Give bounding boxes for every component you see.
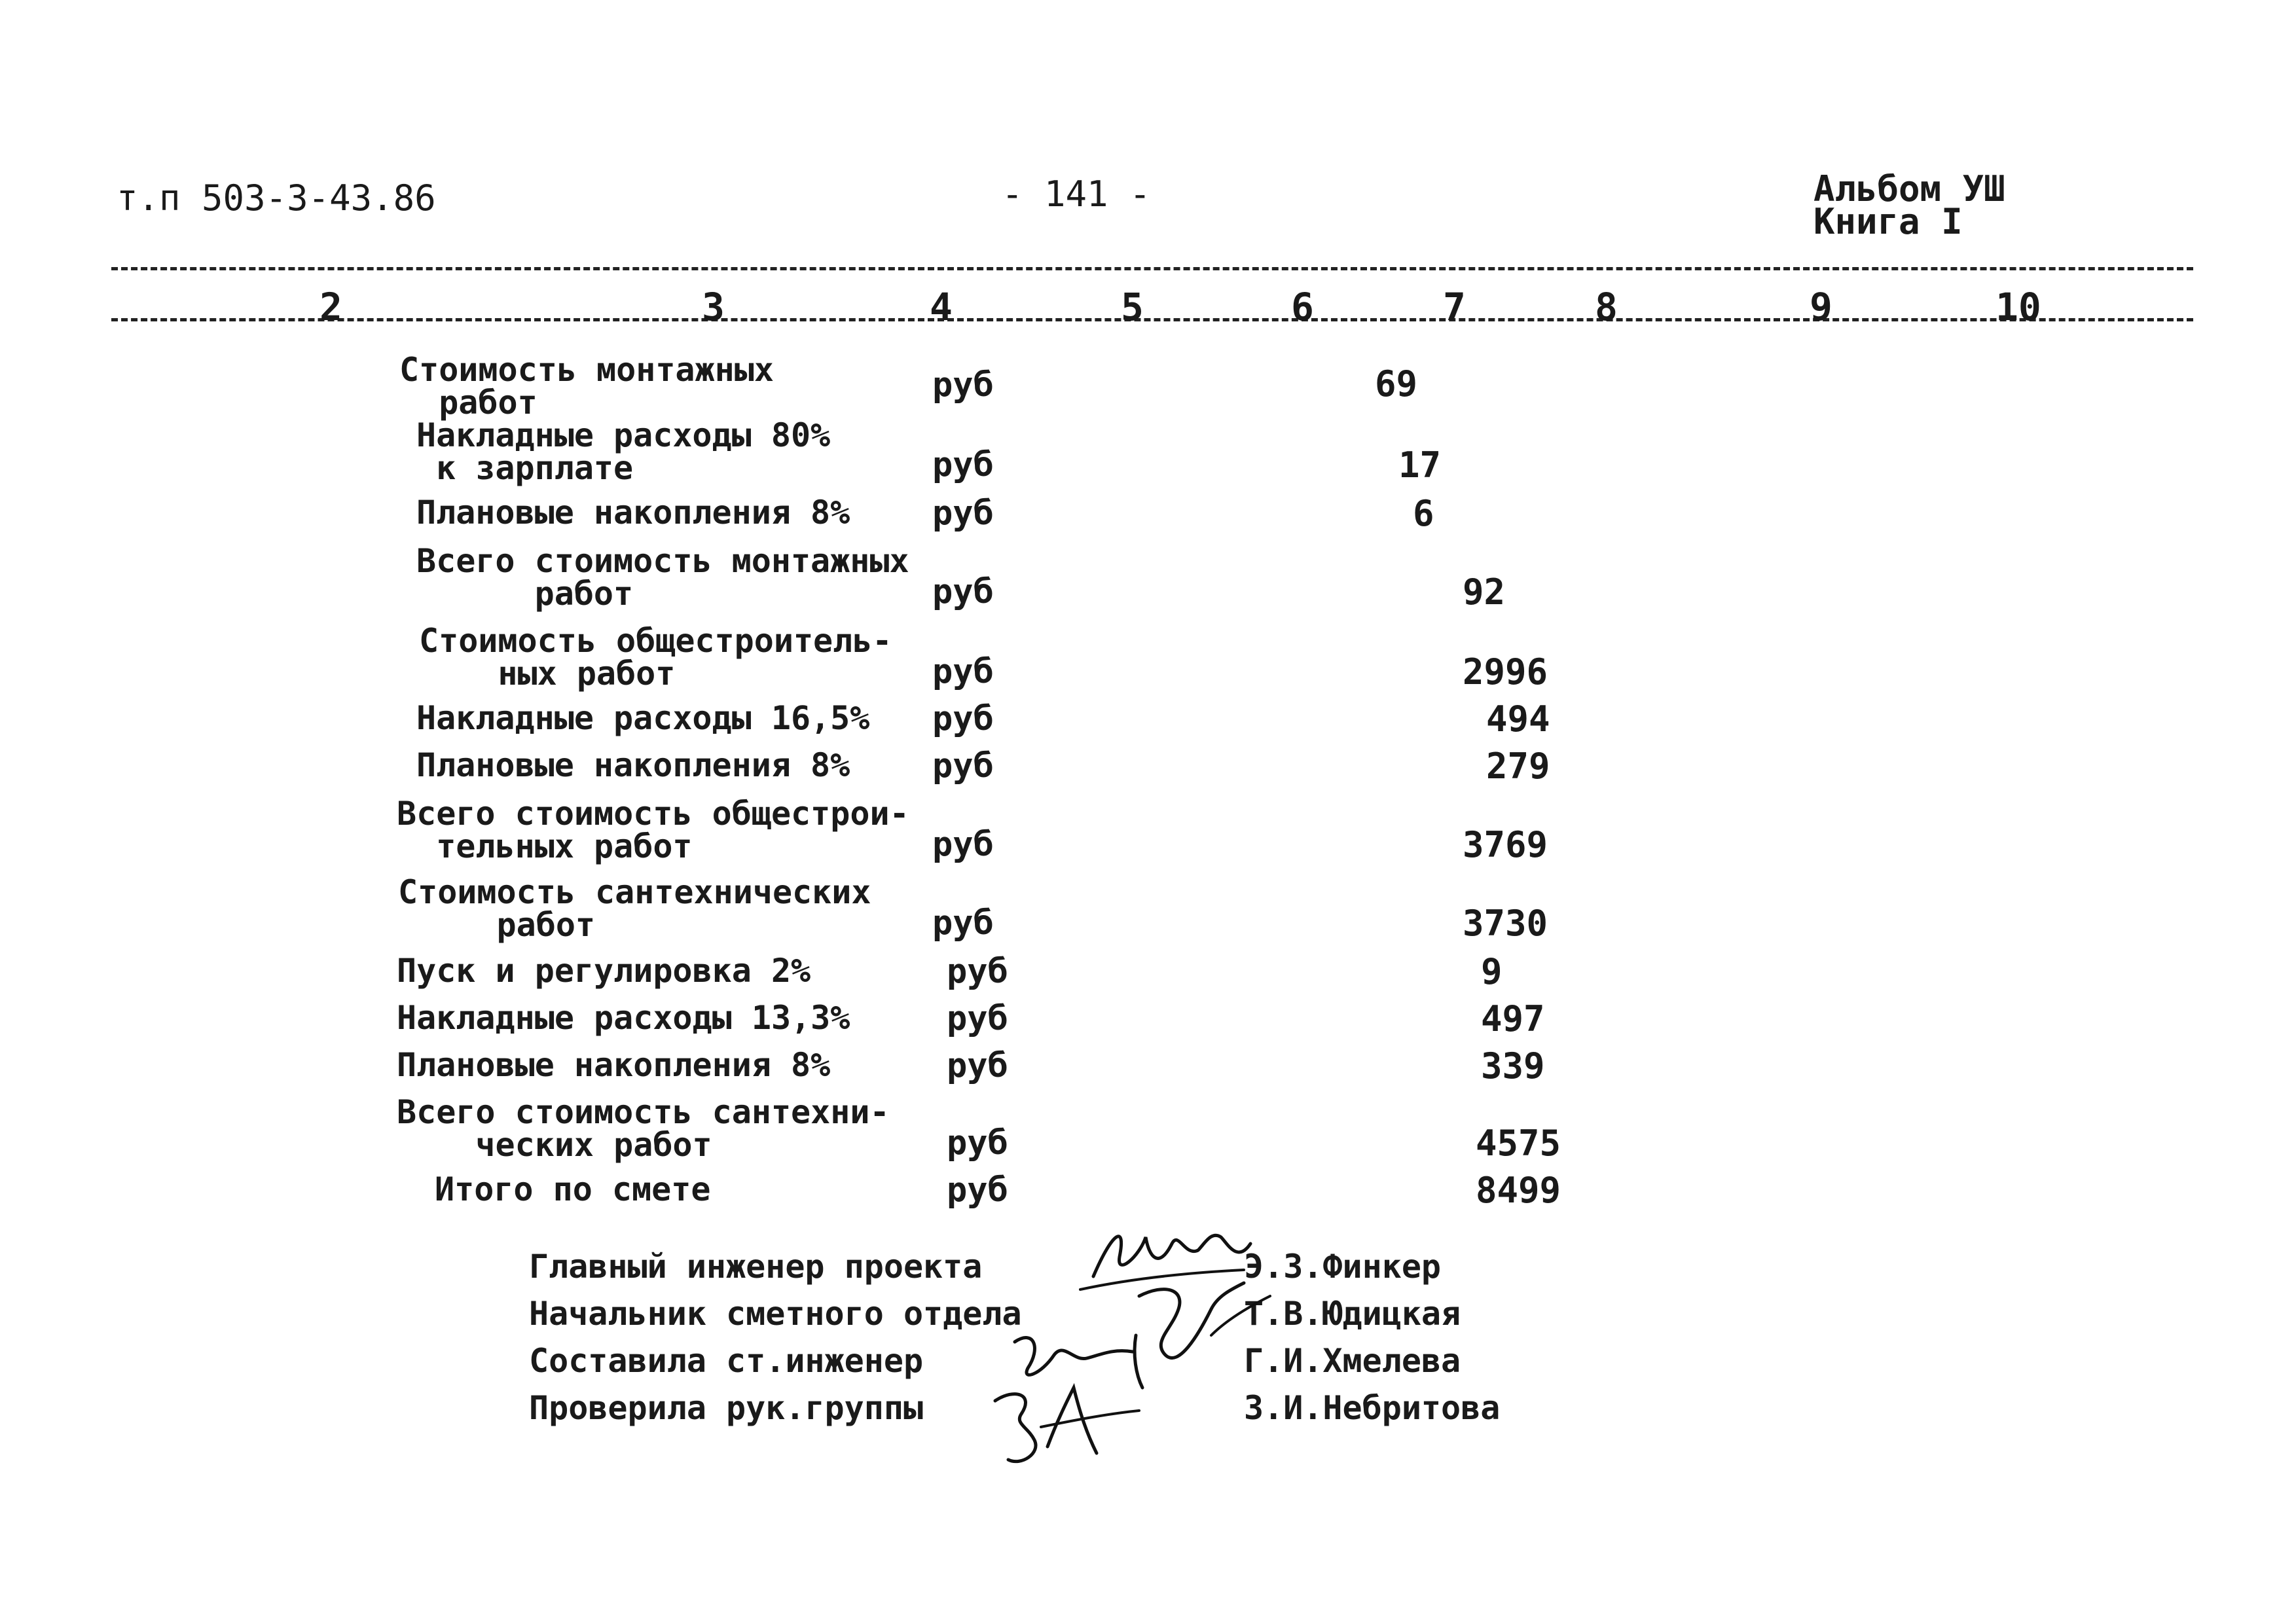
row-unit: руб — [947, 999, 1008, 1038]
row-label: Стоимость общестроитель- ных работ — [419, 622, 892, 693]
signature-name: Э.З.Финкер — [1244, 1248, 1442, 1286]
row-unit: руб — [947, 1123, 1008, 1163]
row-label: Плановые накопления 8% — [416, 746, 850, 784]
table-row — [0, 622, 2296, 693]
row-value: 497 — [1481, 998, 1545, 1039]
row-value: 339 — [1481, 1045, 1545, 1087]
row-unit: руб — [947, 952, 1008, 991]
row-label: Всего стоимость сантехни- ческих работ — [397, 1093, 890, 1164]
row-label: Плановые накопления 8% — [416, 494, 850, 532]
row-label: Пуск и регулировка 2% — [397, 952, 811, 990]
column-number: 8 — [1595, 285, 1618, 329]
table-row — [0, 795, 2296, 865]
row-value: 2996 — [1463, 651, 1548, 693]
row-label: Накладные расходы 13,3% — [397, 999, 850, 1037]
album-title: Альбом УШ — [1813, 168, 2005, 209]
signature-position: Начальник сметного отдела — [529, 1295, 1022, 1333]
row-label: Накладные расходы 16,5% — [416, 699, 870, 737]
row-value: 9 — [1481, 951, 1503, 992]
table-row — [0, 951, 2296, 992]
table-row — [0, 493, 2296, 534]
row-value: 4575 — [1476, 1123, 1561, 1164]
book-title: Книга I — [1813, 201, 1963, 242]
row-label: Всего стоимость общестрои- тельных работ — [397, 795, 909, 865]
row-label: Всего стоимость монтажных работ — [416, 542, 909, 613]
row-unit: руб — [947, 1170, 1008, 1210]
table-row — [0, 351, 2296, 422]
row-label: Накладные расходы 80% к зарплате — [416, 416, 831, 487]
row-value: 3769 — [1463, 824, 1548, 865]
row-value: 494 — [1486, 698, 1550, 740]
column-number: 10 — [1995, 285, 2041, 329]
row-unit: руб — [932, 445, 994, 484]
signature-position: Составила ст.инженер — [529, 1342, 924, 1380]
row-value: 17 — [1398, 444, 1442, 486]
row-value: 92 — [1463, 571, 1506, 613]
signature-name: З.И.Небритова — [1244, 1389, 1501, 1427]
column-number: 3 — [702, 285, 725, 329]
row-unit: руб — [932, 903, 994, 943]
row-unit: руб — [932, 572, 994, 611]
column-number: 7 — [1443, 285, 1466, 329]
header-rule-top — [111, 267, 2193, 270]
document-code: т.п 503-3-43.86 — [117, 177, 436, 219]
table-row — [0, 1170, 2296, 1211]
header-rule-bottom — [111, 318, 2193, 321]
signature-name: Г.И.Хмелева — [1244, 1342, 1461, 1380]
column-number: 6 — [1291, 285, 1314, 329]
row-unit: руб — [932, 652, 994, 691]
row-label: Итого по смете — [435, 1170, 711, 1208]
signature-position: Главный инженер проекта — [529, 1248, 983, 1286]
row-unit: руб — [932, 365, 994, 405]
column-number: 4 — [930, 285, 953, 329]
table-row — [0, 416, 2296, 487]
row-unit: руб — [932, 494, 994, 533]
column-number: 5 — [1121, 285, 1144, 329]
row-value: 3730 — [1463, 903, 1548, 944]
column-number: 9 — [1810, 285, 1832, 329]
row-value: 279 — [1486, 746, 1550, 787]
row-value: 6 — [1413, 493, 1434, 534]
table-row — [0, 998, 2296, 1039]
row-value: 69 — [1375, 363, 1418, 405]
signature-position: Проверила рук.группы — [529, 1389, 924, 1427]
page-number: - 141 - — [1002, 173, 1151, 215]
row-label: Плановые накопления 8% — [397, 1046, 831, 1084]
row-label: Стоимость монтажных работ — [399, 351, 774, 422]
signature-name: Т.В.Юдицкая — [1244, 1295, 1461, 1333]
row-value: 8499 — [1476, 1170, 1561, 1211]
column-number: 2 — [319, 285, 342, 329]
row-unit: руб — [932, 746, 994, 785]
row-unit: руб — [932, 825, 994, 864]
row-unit: руб — [947, 1046, 1008, 1085]
handwritten-signature-reviewer — [982, 1375, 1152, 1473]
row-label: Стоимость сантехнических работ — [398, 873, 871, 944]
row-unit: руб — [932, 699, 994, 738]
